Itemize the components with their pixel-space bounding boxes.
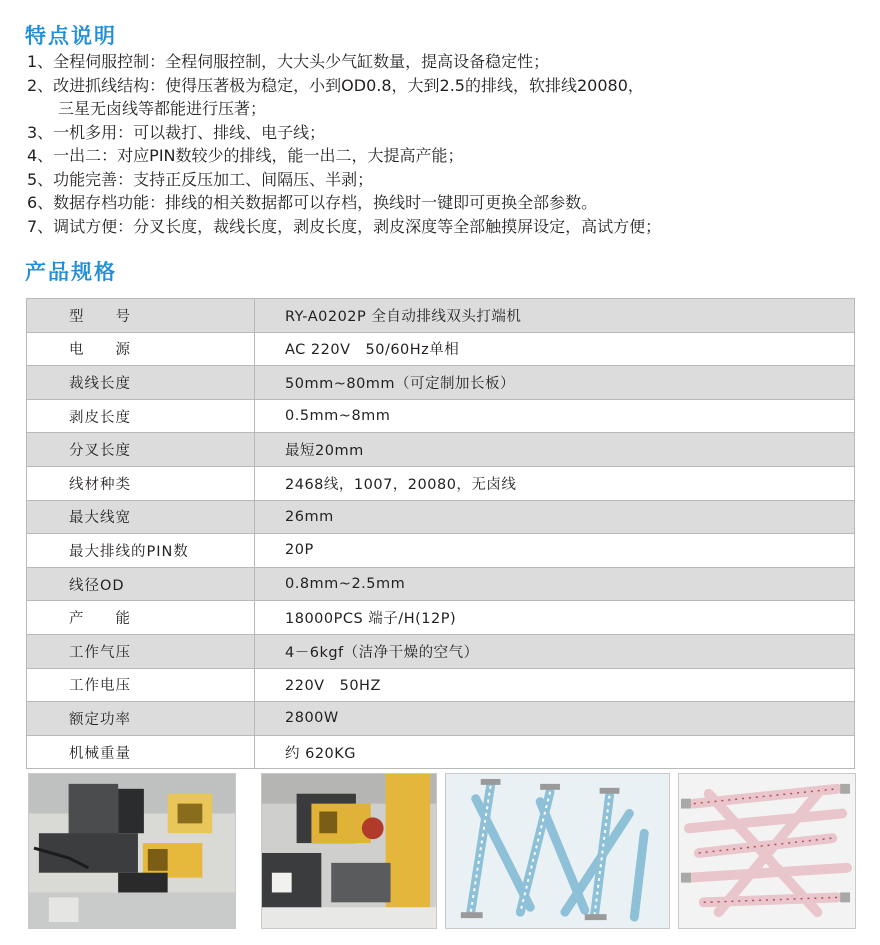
- table-row: [27, 534, 855, 568]
- spec-value: 50mm~80mm（可定制加长板）: [255, 366, 855, 400]
- spec-key: 工作电压: [27, 668, 255, 702]
- spec-key: 电 源: [27, 332, 255, 366]
- product-photos: [28, 773, 856, 929]
- spec-key: 产 能: [27, 601, 255, 635]
- spec-value: AC 220V 50/60Hz单相: [255, 332, 855, 366]
- spec-key: 剥皮长度: [27, 399, 255, 433]
- flat-cable-bundle-photo: [678, 773, 856, 929]
- crimping-head-photo: [261, 773, 437, 929]
- feature-item: 6、数据存档功能：排线的相关数据都可以存档，换线时一键即可更换全部参数。: [27, 193, 598, 212]
- crimping-machine-photo: [28, 773, 236, 929]
- table-row: [27, 702, 855, 736]
- features-list: [27, 50, 867, 238]
- spec-key: 机械重量: [27, 735, 255, 769]
- spec-value: 26mm: [255, 500, 855, 534]
- spec-table: [26, 298, 855, 769]
- spec-key: 裁线长度: [27, 366, 255, 400]
- spec-value: 0.5mm~8mm: [255, 399, 855, 433]
- spec-value: 2468线，1007，20080，无卤线: [255, 466, 855, 500]
- spec-value: 4－6kgf（洁净干燥的空气）: [255, 634, 855, 668]
- table-row: [27, 399, 855, 433]
- spec-key: 分叉长度: [27, 433, 255, 467]
- flat-cable-harness-photo: [445, 773, 670, 929]
- features-title: 特点说明: [25, 24, 117, 48]
- table-row: [27, 634, 855, 668]
- spec-value: RY-A0202P 全自动排线双头打端机: [255, 299, 855, 333]
- table-row: [27, 601, 855, 635]
- table-row: [27, 668, 855, 702]
- spec-value: 0.8mm~2.5mm: [255, 567, 855, 601]
- table-row: [27, 332, 855, 366]
- table-row: [27, 466, 855, 500]
- spec-value: 20P: [255, 534, 855, 568]
- spec-key: 最大排线的PIN数: [27, 534, 255, 568]
- spec-key: 型 号: [27, 299, 255, 333]
- spec-key: 线材种类: [27, 466, 255, 500]
- spec-key: 最大线宽: [27, 500, 255, 534]
- feature-item: 3、一机多用：可以裁打、排线、电子线；: [27, 122, 326, 142]
- spec-value: 最短20mm: [255, 433, 855, 467]
- spec-value: 18000PCS 端子/H(12P): [255, 601, 855, 635]
- table-row: [27, 500, 855, 534]
- feature-item: 5、功能完善：支持正反压加工、间隔压、半剥；: [27, 169, 374, 189]
- spec-value: 约 620KG: [255, 735, 855, 769]
- spec-value: 220V 50HZ: [255, 668, 855, 702]
- table-row: [27, 299, 855, 333]
- table-row: [27, 366, 855, 400]
- table-row: [27, 567, 855, 601]
- spec-key: 线径OD: [27, 567, 255, 601]
- feature-item: 7、调试方便：分叉长度，裁线长度，剥皮长度，剥皮深度等全部触摸屏设定，高试方便；: [27, 216, 662, 236]
- table-row: [27, 433, 855, 467]
- feature-item: 1、全程伺服控制：全程伺服控制，大大头少气缸数量，提高设备稳定性；: [27, 52, 550, 71]
- feature-item: 2、改进抓线结构：使得压著极为稳定，小到OD0.8，大到2.5的排线，软排线20080， 三星无卤线等都能进行压著；: [27, 75, 644, 118]
- spec-key: 额定功率: [27, 702, 255, 736]
- table-row: [27, 735, 855, 769]
- spec-value: 2800W: [255, 702, 855, 736]
- spec-title: 产品规格: [25, 260, 117, 284]
- feature-item: 4、一出二：对应PIN数较少的排线，能一出二，大提高产能；: [27, 146, 464, 165]
- spec-key: 工作气压: [27, 634, 255, 668]
